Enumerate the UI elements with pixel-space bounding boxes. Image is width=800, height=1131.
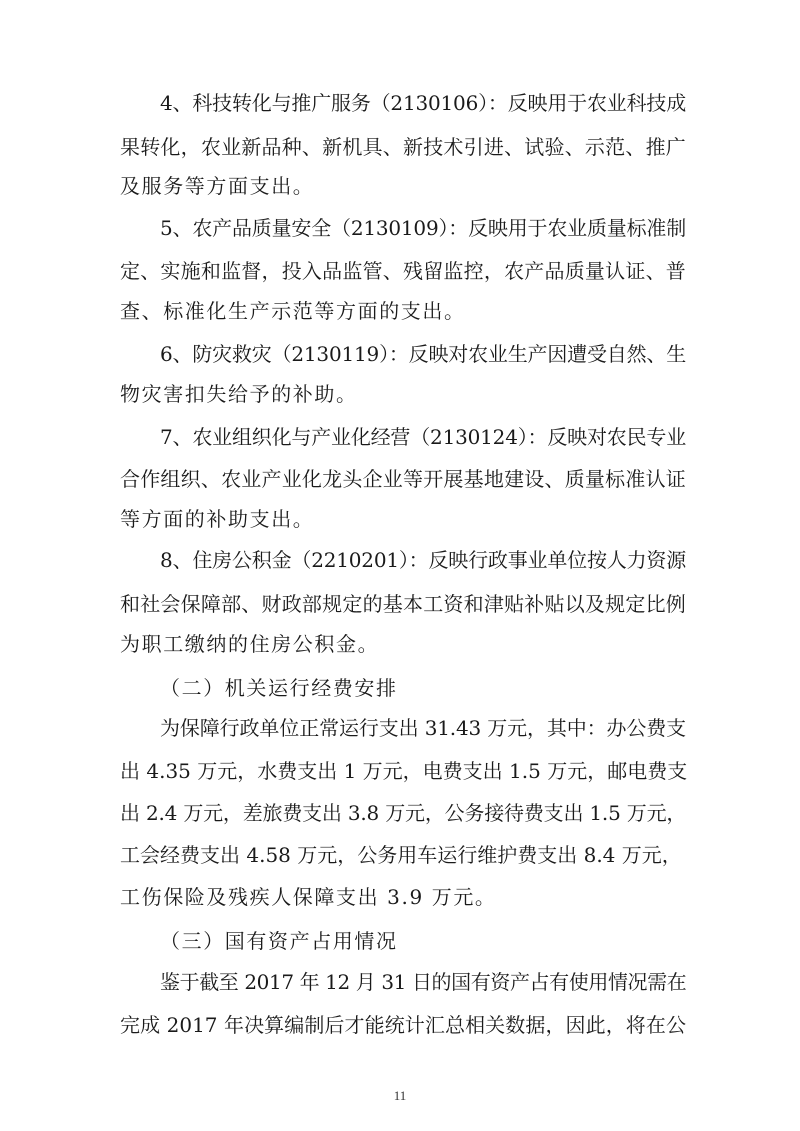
section-2-line-3: 出 2.4 万元，差旅费支出 3.8 万元，公务接待费支出 1.5 万元， — [120, 801, 687, 825]
item-7-line-1: 7、农业组织化与产业化经营（2130124）：反映对农民专业 — [160, 425, 686, 449]
item-7-line-2: 合作组织、农业产业化龙头企业等开展基地建设、质量标准认证 — [120, 467, 686, 491]
section-2-line-2: 出 4.35 万元，水费支出 1 万元，电费支出 1.5 万元，邮电费支 — [120, 759, 688, 783]
item-4-line-2: 果转化，农业新品种、新机具、新技术引进、试验、示范、推广 — [120, 135, 686, 159]
section-2-heading: （二）机关运行经费安排 — [160, 676, 398, 700]
section-2-line-1: 为保障行政单位正常运行支出 31.43 万元，其中：办公费支 — [160, 716, 686, 740]
item-8-line-2: 和社会保障部、财政部规定的基本工资和津贴补贴以及规定比例 — [120, 592, 686, 616]
section-2-line-5: 工伤保险及残疾人保障支出 3.9 万元。 — [120, 885, 497, 909]
item-4-line-3: 及服务等方面支出。 — [120, 174, 315, 198]
section-2-line-4: 工会经费支出 4.58 万元，公务用车运行维护费支出 8.4 万元， — [120, 843, 682, 867]
section-3-heading: （三）国有资产占用情况 — [160, 929, 398, 953]
page-number: 11 — [393, 1088, 407, 1103]
item-8-line-3: 为职工缴纳的住房公积金。 — [120, 632, 380, 656]
section-3-line-1: 鉴于截至 2017 年 12 月 31 日的国有资产占有使用情况需在 — [160, 970, 687, 994]
item-8-line-1: 8、住房公积金（2210201）：反映行政事业单位按人力资源 — [160, 548, 686, 572]
section-3-line-2: 完成 2017 年决算编制后才能统计汇总相关数据，因此，将在公 — [120, 1013, 686, 1037]
item-5-line-3: 查、标准化生产示范等方面的支出。 — [120, 299, 466, 323]
item-5-line-1: 5、农产品质量安全（2130109）：反映用于农业质量标准制 — [160, 216, 686, 240]
item-5-line-2: 定、实施和监督，投入品监管、残留监控，农产品质量认证、普 — [120, 259, 686, 283]
item-6-line-2: 物灾害扣失给予的补助。 — [120, 382, 358, 406]
item-7-line-3: 等方面的补助支出。 — [120, 507, 315, 531]
item-4-line-1: 4、科技转化与推广服务（2130106）：反映用于农业科技成 — [160, 91, 686, 115]
item-6-line-1: 6、防灾救灾（2130119）：反映对农业生产因遭受自然、生 — [160, 342, 686, 366]
